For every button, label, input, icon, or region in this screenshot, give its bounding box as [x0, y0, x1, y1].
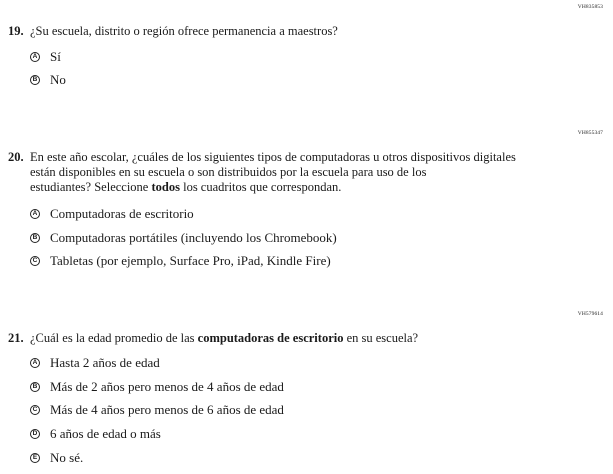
checkbox-bubble-icon[interactable]: A	[30, 209, 40, 219]
question-text-20-line3	[30, 180, 598, 195]
checkbox-bubble-icon[interactable]: C	[30, 256, 40, 266]
q19-option-b[interactable]	[30, 72, 66, 88]
question-19	[8, 24, 598, 39]
option-label: No sé.	[50, 450, 84, 465]
question-text-20-line2: están disponibles en su escuela o son distribuidos por la escuela para uso de los	[30, 165, 427, 179]
radio-bubble-icon[interactable]: C	[30, 405, 40, 415]
option-label: Más de 2 años pero menos de 4 años de edad	[50, 379, 284, 394]
q21-option-e[interactable]	[30, 450, 83, 466]
option-label: Computadoras de escritorio	[50, 206, 194, 221]
question-number-20: 20.	[8, 150, 24, 164]
question-number-19: 19.	[8, 24, 24, 38]
emphasis-text: todos	[151, 180, 180, 194]
question-text-19: ¿Su escuela, distrito o región ofrece permanencia a maestros?	[30, 24, 338, 38]
radio-bubble-icon[interactable]: B	[30, 382, 40, 392]
text-segment: ¿Cuál es la edad promedio de las	[30, 331, 198, 345]
option-label: No	[50, 72, 66, 87]
radio-bubble-icon[interactable]: A	[30, 358, 40, 368]
q19-option-a[interactable]	[30, 49, 61, 65]
q20-option-b[interactable]	[30, 230, 337, 246]
q21-option-d[interactable]	[30, 426, 161, 442]
text-segment: los cuadritos que correspondan.	[179, 180, 342, 194]
option-label: Computadoras portátiles (incluyendo los Chromebook)	[50, 230, 337, 245]
q21-option-a[interactable]	[30, 355, 160, 371]
question-id-20: VH855347	[577, 130, 603, 136]
question-20	[8, 150, 598, 195]
radio-bubble-icon[interactable]: A	[30, 52, 40, 62]
option-label: Sí	[50, 49, 61, 64]
checkbox-bubble-icon[interactable]: B	[30, 233, 40, 243]
option-label: Tabletas (por ejemplo, Surface Pro, iPad, Kindle Fire)	[50, 253, 331, 268]
q20-option-c[interactable]	[30, 253, 331, 269]
radio-bubble-icon[interactable]: D	[30, 429, 40, 439]
emphasis-text: computadoras de escritorio	[197, 331, 344, 345]
option-label: Hasta 2 años de edad	[50, 355, 160, 370]
text-segment: estudiantes? Seleccione	[30, 180, 152, 194]
q20-option-a[interactable]	[30, 206, 194, 222]
question-number-21: 21.	[8, 331, 24, 345]
radio-bubble-icon[interactable]: B	[30, 75, 40, 85]
q21-option-c[interactable]	[30, 402, 284, 418]
question-21	[8, 331, 598, 346]
q21-option-b[interactable]	[30, 379, 284, 395]
text-segment: en su escuela?	[343, 331, 419, 345]
question-id-19: VH835853	[577, 4, 603, 10]
option-label: Más de 4 años pero menos de 6 años de edad	[50, 402, 284, 417]
question-text-20-line1: En este año escolar, ¿cuáles de los siguientes tipos de computadoras u otros dispositivos digitales	[30, 150, 516, 164]
option-label: 6 años de edad o más	[50, 426, 161, 441]
question-id-21: VH579614	[577, 311, 603, 317]
radio-bubble-icon[interactable]: E	[30, 453, 40, 463]
